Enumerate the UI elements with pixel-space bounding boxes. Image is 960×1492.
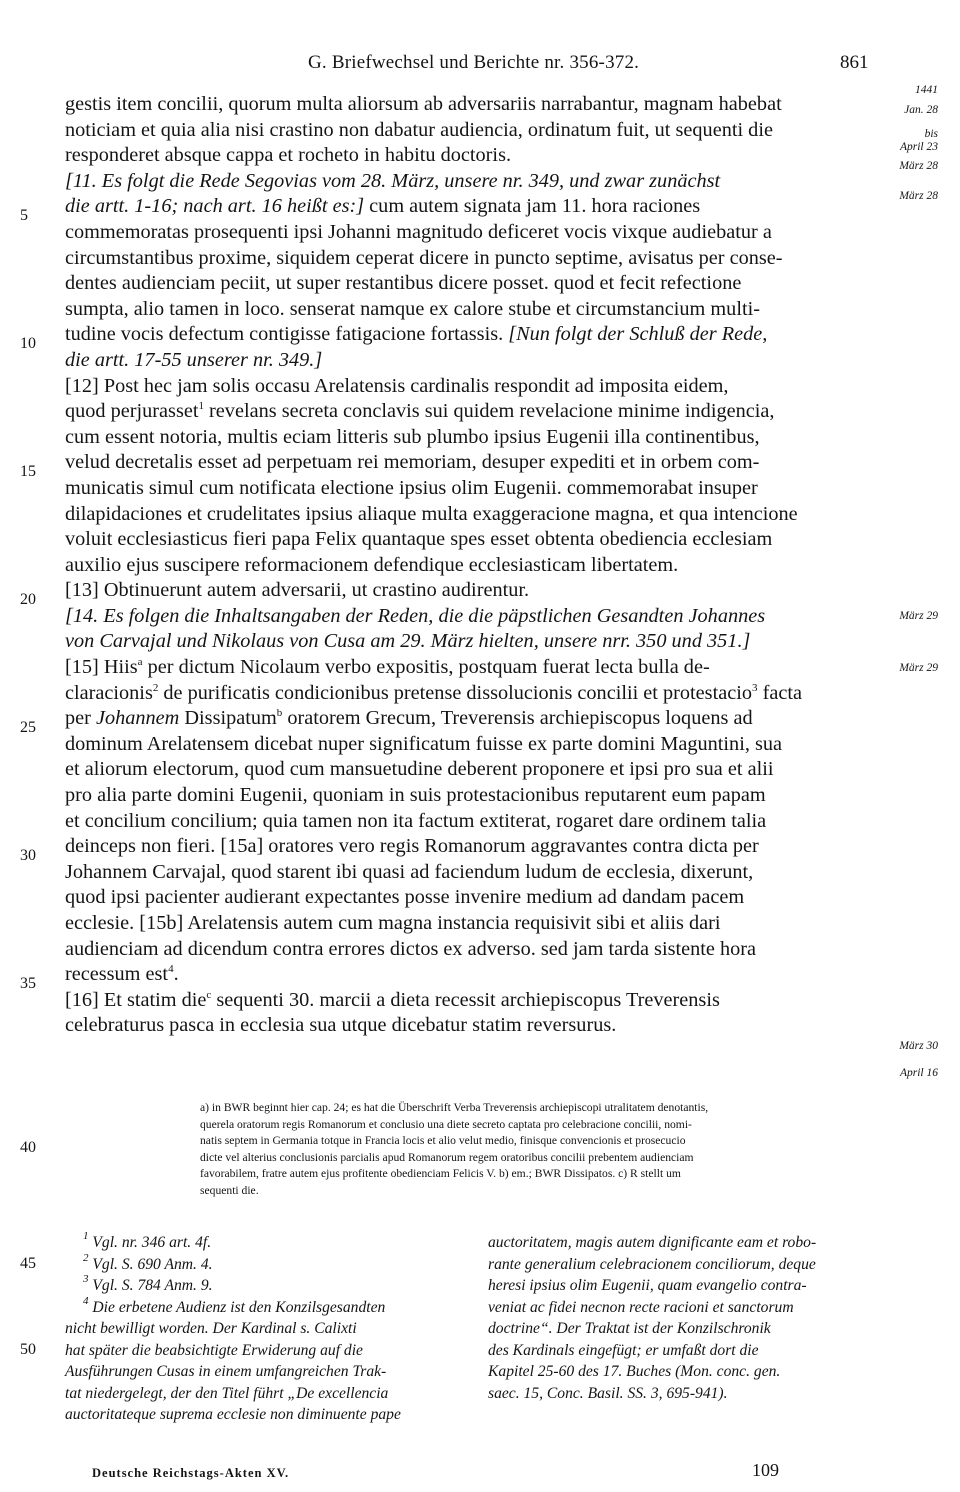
line-number: 10: [20, 335, 36, 352]
editorial-note-line: [11. Es folgt die Rede Segovias vom 28. März, unsere nr. 349, und zwar zunächst: [65, 169, 721, 192]
text-line: et aliorum electorum, quod cum mansuetudine deberent proponere et ipsi pro sua et alii: [65, 758, 774, 781]
footnote-line: nicht bewilligt worden. Der Kardinal s. Calixti: [65, 1320, 357, 1337]
text-fragment: claracionis: [65, 681, 153, 704]
text-fragment: [15] Hiis: [65, 656, 138, 679]
text-line: municatis simul cum notificata electione ipsius olim Eugenii. commemorabat insuper: [65, 476, 758, 499]
text-line: quod ipsi pacienter audierant expectantes posse invenire medium ad dandam pacem: [65, 886, 745, 909]
text-line: velud decretalis esset ad perpetuam rei memoriam, desuper expediti et in orbem com-: [65, 451, 760, 474]
footnote: [65, 1294, 475, 1319]
apparatus-line: sequenti die.: [200, 1183, 259, 1197]
footnote-line: tat niedergelegt, der den Titel führt „De excellencia: [65, 1384, 389, 1402]
text-line: [65, 681, 883, 707]
editorial-note-line: von Carvajal und Nikolaus von Cusa am 29. März hielten, unsere nrr. 350 und 351.]: [65, 630, 751, 653]
footnote-ref: 1: [198, 400, 204, 413]
text-line: circumstantibus proxime, siquidem ceperat dicere in puncto septime, avisatus per conse-: [65, 246, 783, 269]
text-line: cum essent notoria, multis eciam litteris sub plumbo ipsius Eugenii illa continentibus,: [65, 425, 760, 448]
line-number: 30: [20, 847, 36, 864]
footnote-number: 1: [83, 1230, 89, 1242]
line-number: 20: [20, 591, 36, 608]
footnote-text: Vgl. S. 690 Anm. 4.: [92, 1255, 213, 1273]
line-number: 25: [20, 719, 36, 736]
margin-note-date: März 29: [899, 610, 938, 622]
text-line: [65, 194, 883, 220]
editorial-note-line: die artt. 17-55 unserer nr. 349.]: [65, 348, 323, 371]
footnote-line: heresi ipsius olim Eugenii, quam evangelio contra-: [488, 1277, 807, 1294]
footnote-line: veniat ac fidei necnon recte racioni et sanctorum: [488, 1298, 794, 1316]
footnote-number: 3: [83, 1273, 89, 1285]
footnote-ref: 2: [152, 681, 159, 694]
line-number: 50: [20, 1341, 36, 1358]
text-line: [65, 988, 883, 1014]
line-number: 45: [20, 1255, 36, 1272]
text-line: [65, 655, 883, 681]
text-fragment: oratorem Grecum, Treverensis archiepiscopus loquens ad: [282, 707, 753, 730]
editorial-note: die artt. 1-16; nach art. 16 heißt es:]: [65, 195, 365, 218]
margin-note-date: März 30: [899, 1040, 938, 1052]
apparatus-line: favorabilem, fratre autem ejus profitente obedienciam Felicis V. b) em.; BWR Dissipatos. c) R stellt um: [200, 1167, 681, 1181]
footnotes-left-column: [65, 1232, 475, 1426]
text-fragment: revelans secreta conclavis sui quidem revelacione minime indigencia,: [203, 400, 775, 423]
text-line: dominum Arelatensem dicebat nuper significatum fuisse ex parte domini Maguntini, sua: [65, 732, 783, 755]
text-fragment: tudine vocis defectum contigisse fatigacione fortassis.: [65, 323, 509, 346]
apparatus-ref: c: [206, 988, 212, 1001]
text-fragment: facta: [757, 681, 802, 704]
footnote-text: Vgl. S. 784 Anm. 9.: [92, 1277, 213, 1294]
text-line: [13] Obtinuerunt autem adversarii, ut crastino audirentur.: [65, 579, 530, 602]
footer-signature-number: 109: [752, 1460, 779, 1480]
text-line: auxilio ejus suscipere reformacionem defendique ecclesiasticam libertatem.: [65, 553, 679, 576]
main-text: [65, 92, 883, 1039]
text-line: noticiam et quia alia nisi crastino non dabatur audiencia, ordinatum fuit, ut sequenti die: [65, 118, 773, 141]
text-line: [65, 962, 883, 988]
text-fragment: de purificatis condicionibus pretense dissolucionis concilii et protestacio: [158, 681, 752, 704]
footnote-line: Kapitel 25-60 des 17. Buches (Mon. conc. gen.: [488, 1363, 781, 1380]
text-line: audienciam ad dicendum contra errores dictos ex adverso. sed jam tarda sistente hora: [65, 937, 756, 960]
apparatus-ref: a: [137, 656, 143, 669]
text-line: [65, 706, 883, 732]
footnote-line: rante generalium celebracionem conciliorum, deque: [488, 1255, 816, 1273]
page-number: 861: [840, 52, 869, 73]
text-line: gestis item concilii, quorum multa aliorsum ab adversariis narrabantur, magnam habebat: [65, 93, 782, 115]
line-number: 35: [20, 975, 36, 992]
footnote-line: saec. 15, Conc. Basil. SS. 3, 695-941).: [488, 1384, 728, 1402]
text-line: celebraturus pasca in ecclesia sua utque dicebatur statim reversurus.: [65, 1014, 617, 1037]
critical-apparatus: [200, 1100, 890, 1200]
footnote: [65, 1232, 475, 1254]
margin-note-date: Jan. 28: [904, 104, 938, 116]
text-line: pro alia parte domini Eugenii, quoniam in suis protestacionibus reputarent eum papam: [65, 784, 766, 807]
footnote-line: auctoritateque suprema ecclesie non diminuente pape: [65, 1406, 401, 1423]
text-line: deinceps non fieri. [15a] oratores vero regis Romanorum aggravantes contra dicta per: [65, 835, 759, 858]
footnote-number: 2: [83, 1251, 89, 1264]
text-line: [65, 399, 883, 425]
text-line: et concilium concilium; quia tamen non ita factum extiterat, rogaret dare ordinem talia: [65, 809, 767, 832]
margin-note-date: April 23: [899, 141, 938, 153]
footnote-line: doctrine“. Der Traktat ist der Konzilschronik: [488, 1320, 771, 1337]
text-line: responderet absque cappa et rocheto in habitu doctoris.: [65, 144, 512, 167]
footnote-line: auctoritatem, magis autem dignificante eam et robo-: [488, 1234, 817, 1251]
footnotes-right-column: [488, 1232, 888, 1404]
text-line: dilapidaciones et crudelitates ipsius aliaque multa exaggeracione magna, et qua intencione: [65, 502, 798, 525]
text-fragment: .: [173, 963, 179, 986]
footnote-text: Vgl. nr. 346 art. 4f.: [92, 1234, 212, 1251]
footnote-text: Die erbetene Audienz ist den Konzilsgesandten: [92, 1298, 386, 1316]
margin-note-date: April 16: [899, 1067, 938, 1079]
apparatus-line: natis septem in Germania totque in Francia locis et alio velut medio, finisque convencionis et prosecucio: [200, 1134, 686, 1148]
margin-note-bis: bis: [924, 128, 938, 140]
apparatus-line: dicte vel alterius conclusionis parcialis apud Romanorum regem oratoribus concilii prebentem audienciam: [200, 1150, 694, 1164]
line-number: 40: [20, 1139, 36, 1156]
footnote-ref: 3: [752, 681, 758, 694]
editorial-note: [Nun folgt der Schluß der Rede,: [508, 323, 768, 346]
margin-note-date: März 28: [899, 160, 938, 172]
text-fragment: recessum est: [65, 963, 169, 986]
text-line: ecclesie. [15b] Arelatensis autem cum magna instancia requisivit sibi et aliis dari: [65, 912, 721, 934]
text-line: sumpta, alio tamen in loco. senserat namque ex calore stube et circumstancium multi-: [65, 297, 760, 320]
text-fragment: [16] Et statim die: [65, 988, 207, 1011]
footnote-line: Ausführungen Cusas in einem umfangreichen Trak-: [65, 1363, 387, 1380]
margin-note-date: März 29: [899, 662, 938, 674]
apparatus-line: a) in BWR beginnt hier cap. 24; es hat die Überschrift Verba Treverensis archiepiscopi utralitatem denotantis,: [200, 1101, 709, 1114]
line-number: 5: [20, 207, 28, 224]
footer-series-title: Deutsche Reichstags-Akten XV.: [92, 1466, 290, 1480]
text-line: commemoratas prosequenti ipsi Johanni magnitudo deficeret vocis vixque audiebatur a: [65, 220, 772, 243]
footnote-number: 4: [83, 1294, 89, 1307]
text-line: [12] Post hec jam solis occasu Arelatensis cardinalis respondit ad imposita eidem,: [65, 374, 729, 397]
text-fragment: Dissipatum: [179, 707, 277, 730]
footnote-line: hat später die beabsichtigte Erwiderung auf die: [65, 1341, 363, 1359]
footnote: [65, 1251, 475, 1276]
text-fragment: Johannem: [95, 707, 180, 730]
text-fragment: quod perjurasset: [65, 400, 199, 423]
text-fragment: per dictum Nicolaum verbo expositis, postquam fuerat lecta bulla de-: [142, 656, 710, 679]
footnote-ref: 4: [168, 963, 174, 976]
text-line: voluit ecclesiasticus fieri papa Felix quantaque spes esset obtenta obediencia ecclesiam: [65, 528, 773, 551]
text-line: [65, 322, 883, 348]
text-fragment: cum autem signata jam 11. hora raciones: [364, 195, 701, 218]
footnote: [65, 1275, 475, 1297]
page-header: [0, 52, 960, 78]
text-line: Johannem Carvajal, quod starent ibi quasi ad faciendum ludum de ecclesia, dixerunt,: [65, 860, 754, 883]
text-fragment: sequenti 30. marcii a dieta recessit archiepiscopus Treverensis: [211, 988, 720, 1011]
apparatus-line: querela oratorum regis Romanorum et conclusio una diete secreto captata pro celebracione concilii, nomi-: [200, 1117, 692, 1131]
editorial-note-line: [14. Es folgen die Inhaltsangaben der Reden, die die päpstlichen Gesandten Johannes: [65, 604, 766, 627]
running-head: G. Briefwechsel und Berichte nr. 356-372.: [308, 52, 640, 73]
apparatus-ref: b: [276, 707, 283, 720]
margin-note-year: 1441: [915, 84, 938, 96]
line-number: 15: [20, 463, 36, 480]
footnote-line: des Kardinals eingefügt; er umfaßt dort die: [488, 1341, 759, 1359]
text-line: dentes audienciam peciit, ut super restantibus dicere posset. quod et fecit refectione: [65, 272, 742, 295]
text-fragment: per: [65, 707, 96, 730]
margin-note-date: März 28: [899, 190, 938, 202]
